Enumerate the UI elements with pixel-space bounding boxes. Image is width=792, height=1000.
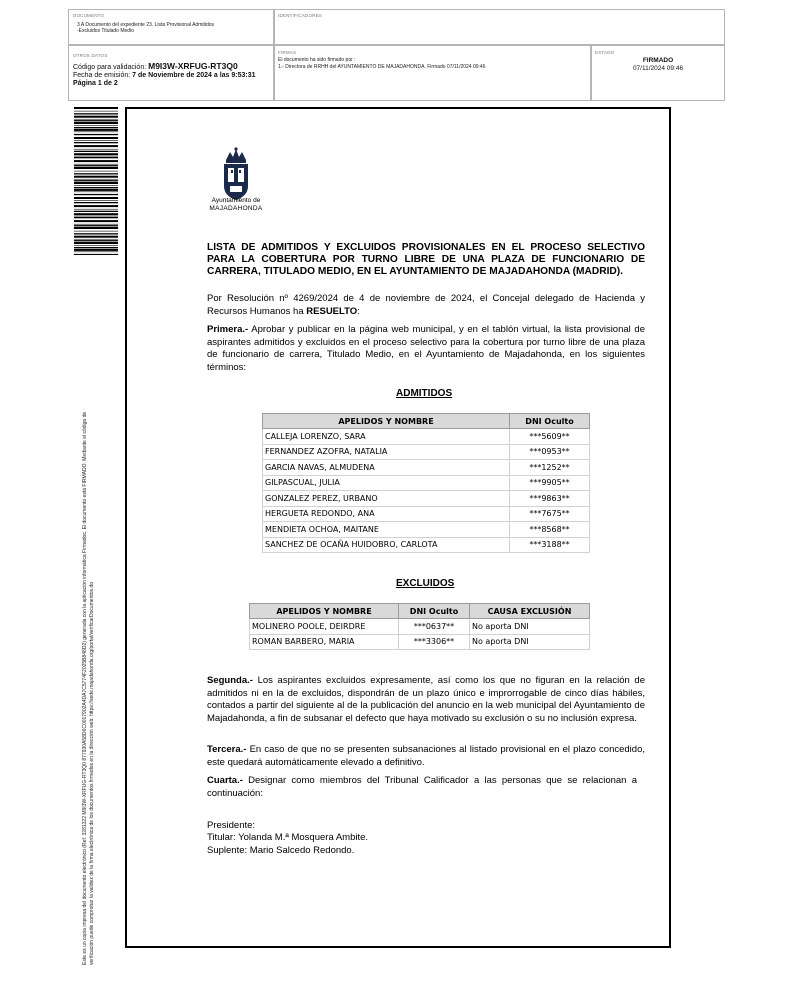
tercera-label: Tercera.-	[207, 744, 247, 755]
tercera-paragraph	[207, 744, 645, 769]
intro-paragraph	[207, 293, 645, 318]
admitidos-heading: ADMITIDOS	[396, 388, 453, 399]
intro-end: :	[357, 305, 360, 317]
segunda-paragraph	[207, 675, 645, 725]
documento-line2: -Excluidos Titulado Medio	[77, 28, 134, 34]
table-cell: MOLINERO POOLE, DEIRDRE	[250, 619, 399, 635]
table-row	[263, 444, 590, 460]
table-cell: CALLEJA LORENZO, SARA	[263, 429, 510, 445]
excluidos-col-dni: DNI Oculto	[399, 604, 470, 619]
side-verification-text-2: verificación puede comprobar la validez de la firma electrónica de los documentos firmados en la dirección web: https://sede.majadahonda.org/portal/verificarDocumentos.do	[89, 582, 95, 965]
table-cell: No aporta DNI	[470, 634, 590, 650]
firmas-line2: 1.- Directora de RRHH del AYUNTAMIENTO DE MAJADAHONDA. Firmado 07/11/2024 09:46	[278, 64, 486, 70]
codigo-value: M9I3W-XRFUG-RT3Q0	[148, 61, 238, 71]
table-cell: MENDIETA OCHOA, MAITANE	[263, 522, 510, 538]
segunda-text: Los aspirantes excluidos expresamente, así como los que no figuran en la relación de admitidos ni en la de excluidos, dispondrán de un plazo único e improrrogable de cinco días hábiles, contados a partir del siguiente al de la publicación del anuncio en la web municipal del Ayuntamiento de Majadahonda, a fin de subsanar el defecto que haya motivado su exclusión o su no inclusión expresa.	[207, 675, 645, 724]
title-line-3: CARRERA, TITULADO MEDIO, EN EL AYUNTAMIENTO DE MAJADAHONDA (MADRID).	[207, 266, 623, 277]
table-row	[263, 475, 590, 491]
table-cell: ROMAN BARBERO, MARIA	[250, 634, 399, 650]
suplente-line: Suplente: Mario Salcedo Redondo.	[207, 845, 355, 856]
table-row	[263, 491, 590, 507]
primera-label: Primera.-	[207, 324, 249, 335]
table-cell: GARCIA NAVAS, ALMUDENA	[263, 460, 510, 476]
firmas-label: FIRMAS	[278, 50, 297, 55]
cuarta-label: Cuarta.-	[207, 775, 243, 786]
title-line-2: PARA LA COBERTURA POR TURNO LIBRE DE UNA PLAZA DE FUNCIONARIO DE	[207, 254, 645, 265]
identificadores-label: IDENTIFICADORES	[278, 13, 323, 18]
documento-label: DOCUMENTO	[73, 13, 105, 18]
table-cell: GONZALEZ PEREZ, URBANO	[263, 491, 510, 507]
table-cell: GILPASCUAL, JULIA	[263, 475, 510, 491]
table-cell: ***1252**	[510, 460, 590, 476]
estado-value: FIRMADO	[642, 57, 674, 64]
header-identifiers-box	[274, 9, 725, 45]
table-cell: ***0637**	[399, 619, 470, 635]
table-row	[263, 537, 590, 553]
fecha-label: Fecha de emisión:	[73, 72, 131, 79]
table-cell: ***7675**	[510, 506, 590, 522]
admitidos-col-name: APELIDOS Y NOMBRE	[263, 414, 510, 429]
side-verification-text-1: Este es un copia impresa del documento electrónico (Ref: 3281322 M9I3W-XRFUG-RT3Q0 877930A58D6C0017902A4DA7C5774F2025B848D2) generada con la aplicación informática Firmadoc. El documento está FIRMADO. Mediante el código de	[82, 411, 88, 965]
admitidos-table	[262, 413, 590, 553]
segunda-label: Segunda.-	[207, 675, 253, 686]
barcode-icon	[74, 107, 118, 255]
title-line-1: LISTA DE ADMITIDOS Y EXCLUIDOS PROVISIONALES EN EL PROCESO SELECTIVO	[207, 242, 645, 253]
excluidos-heading: EXCLUIDOS	[396, 578, 455, 589]
table-row	[263, 506, 590, 522]
table-cell: ***9905**	[510, 475, 590, 491]
excluidos-col-name: APELIDOS Y NOMBRE	[250, 604, 399, 619]
table-cell: ***3306**	[399, 634, 470, 650]
table-cell: FERNANDEZ AZOFRA, NATALIA	[263, 444, 510, 460]
admitidos-header-row	[263, 414, 590, 429]
fecha-value: 7 de Noviembre de 2024 a las 9:53:31	[132, 72, 256, 79]
page-number: Página 1 de 2	[73, 80, 118, 87]
logo-line1: Ayuntamiento de	[211, 197, 261, 204]
excluidos-col-causa: CAUSA EXCLUSIÓN	[470, 604, 590, 619]
cuarta-text: Designar como miembros del Tribunal Calificador a las personas que se relacionan a continuación:	[207, 775, 637, 799]
table-row	[250, 619, 590, 635]
table-row	[263, 460, 590, 476]
presidente-label: Presidente:	[207, 820, 256, 831]
titular-line: Titular: Yolanda M.ª Mosquera Ambite.	[207, 832, 369, 843]
documento-line1: 3 A Documento del expediente 23. Lista Provisional Admitidos	[77, 22, 215, 28]
table-cell: SANCHEZ DE OCAÑA HUIDOBRO, CARLOTA	[263, 537, 510, 553]
table-row	[263, 522, 590, 538]
header-firmas-box	[274, 45, 591, 101]
primera-text: Aprobar y publicar en la página web municipal, y en el tablón virtual, la lista provisional de aspirantes admitidos y excluidos en el proceso selectivo para la cobertura por turno libre de una plaza de funcionario de carrera, Titulado Medio, en el Ayuntamiento de Majadahonda, en los siguientes términos:	[207, 324, 645, 373]
table-cell: ***9863**	[510, 491, 590, 507]
validation-code	[73, 62, 238, 73]
table-cell: ***5609**	[510, 429, 590, 445]
cuarta-paragraph	[207, 775, 637, 800]
table-cell: HERGUETA REDONDO, ANA	[263, 506, 510, 522]
estado-label: ESTADO	[595, 50, 615, 55]
tercera-text: En caso de que no se presenten subsanaciones al listado provisional en el plazo concedido, este quedará automáticamente elevado a definitivo.	[207, 744, 645, 768]
table-cell: ***0953**	[510, 444, 590, 460]
logo-line2: MAJADAHONDA	[209, 205, 263, 212]
document-title	[207, 242, 645, 278]
table-cell: ***8568**	[510, 522, 590, 538]
intro-resuelto: RESUELTO	[306, 305, 358, 317]
admitidos-col-dni: DNI Oculto	[510, 414, 590, 429]
firmas-line1: El documento ha sido firmado por :	[278, 57, 356, 63]
table-cell: ***3188**	[510, 537, 590, 553]
intro-text: Por Resolución nº 4269/2024 de 4 de noviembre de 2024, el Concejal delegado de Hacienda y Recursos Humanos ha	[207, 293, 645, 317]
codigo-label: Código para validación:	[73, 64, 147, 71]
primera-paragraph	[207, 324, 645, 374]
table-cell: No aporta DNI	[470, 619, 590, 635]
excluidos-header-row	[250, 604, 590, 619]
excluidos-table	[249, 603, 590, 650]
otros-datos-label: OTROS DATOS	[73, 53, 108, 58]
table-row	[250, 634, 590, 650]
table-row	[263, 429, 590, 445]
estado-date: 07/11/2024 09:46	[632, 65, 684, 72]
